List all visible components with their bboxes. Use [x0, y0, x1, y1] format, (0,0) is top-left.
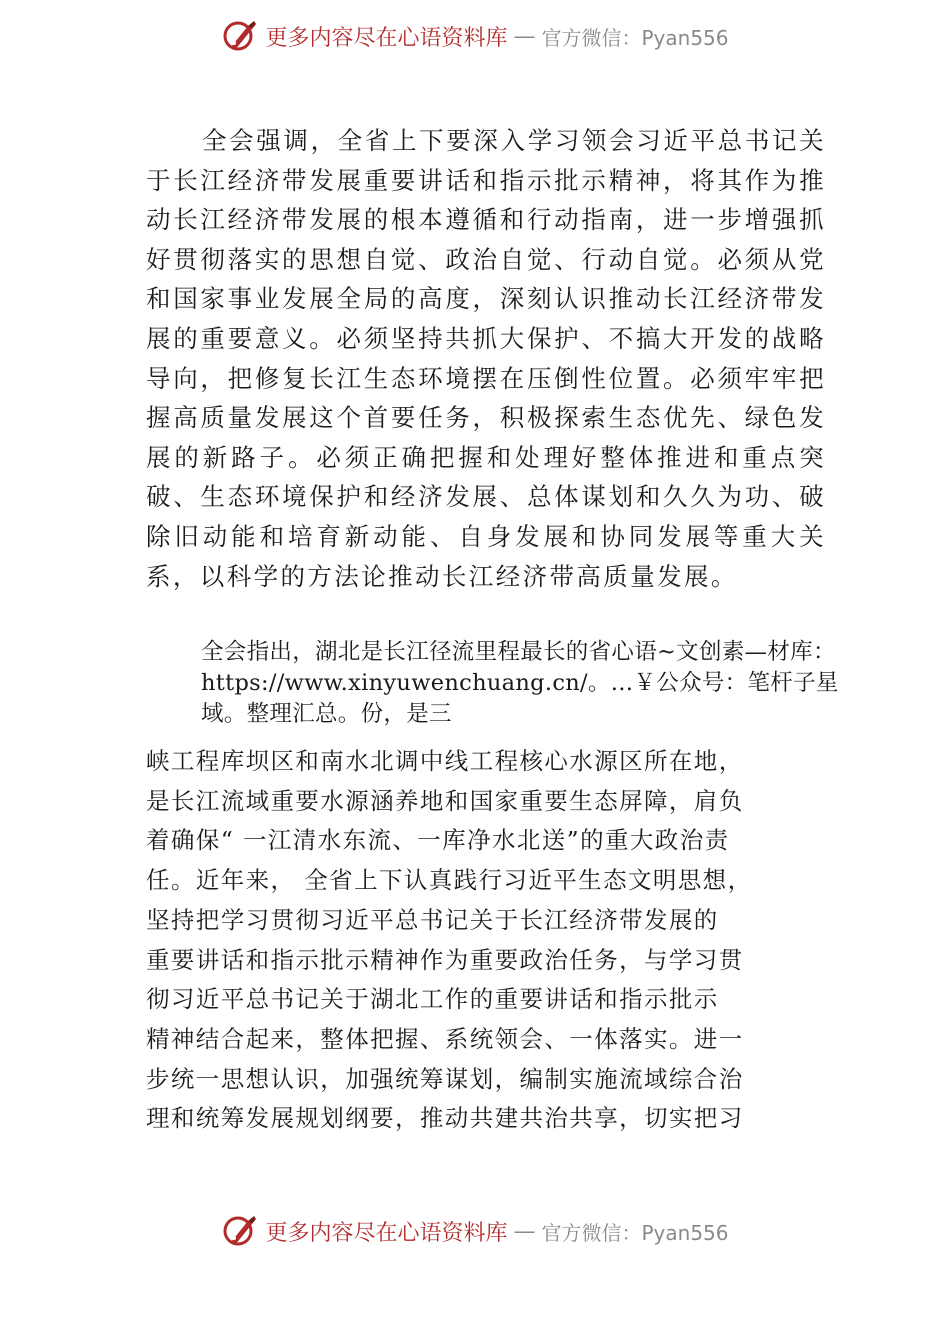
header-banner [0, 14, 950, 58]
paragraph-line: 是长江流域重要水源涵养地和国家重要生态屏障，肩负 [146, 786, 744, 815]
banner-wechat-text: 官方微信：Pyan556 [541, 1220, 729, 1245]
banner-library-text: 更多内容尽在心语资料库 [265, 1220, 508, 1246]
paragraph-line: 重要讲话和指示批示精神作为重要政治任务，与学习贯 [146, 945, 744, 974]
pen-logo-icon [221, 17, 259, 55]
banner-wechat-text: 官方微信：Pyan556 [541, 25, 729, 50]
paragraph-line: 理和统筹发展规划纲要，推动共建共治共享，切实把习 [146, 1104, 744, 1133]
paragraph-line: 坚持把学习贯彻习近平总书记关于长江经济带发展的 [146, 905, 719, 934]
banner-library-text: 更多内容尽在心语资料库 [265, 25, 508, 51]
body-paragraph-2: 全会指出，湖北是长江径流里程最长的省心语~文创素—材库：https://www.xinyuwenchuang.cn/。…￥公众号：笔杆子星域。整理汇总。份，是三 [201, 639, 839, 727]
paragraph-line: 彻习近平总书记关于湖北工作的重要讲话和指示批示 [146, 985, 719, 1014]
body-paragraph-1: 全会强调，全省上下要深入学习领会习近平总书记关于长江经济带发展重要讲话和指示批示精神，将其作为推动长江经济带发展的根本遵循和行动指南，进一步增强抓好贯彻落实的思想自觉、政治自觉、行动自觉。必须从党和国家事业发展全局的高度，深刻认识推动长江经济带发展的重要意义。必须坚持共抓大保护、不搞大开发的战略导向，把修复长江生态环境摆在压倒性位置。必须牢牢把握高质量发展这个首要任务，积极探索生态优先、绿色发展的新路子。必须正确把握和处理好整体推进和重点突破、生态环境保护和经济发展、总体谋划和久久为功、破除旧动能和培育新动能、自身发展和协同发展等重大关系，以科学的方法论推动长江经济带高质量发展。 [146, 126, 826, 591]
paragraph-line: 步统一思想认识，加强统筹谋划，编制实施流域综合治 [146, 1064, 744, 1093]
banner-separator: — [513, 1218, 536, 1244]
pen-logo-icon [221, 1212, 259, 1250]
body-paragraph-3 [146, 742, 806, 1139]
footer-banner [0, 1209, 950, 1253]
paragraph-line: 任。近年来， 全省上下认真践行习近平生态文明思想， [146, 866, 753, 895]
paragraph-line: 精神结合起来，整体把握、系统领会、一体落实。进一 [146, 1024, 744, 1053]
paragraph-line: 着确保“ 一江清水东流、一库净水北送”的重大政治责 [146, 826, 730, 855]
banner-separator: — [513, 23, 536, 49]
paragraph-line: 峡工程库坝区和南水北调中线工程核心水源区所在地， [146, 747, 744, 775]
